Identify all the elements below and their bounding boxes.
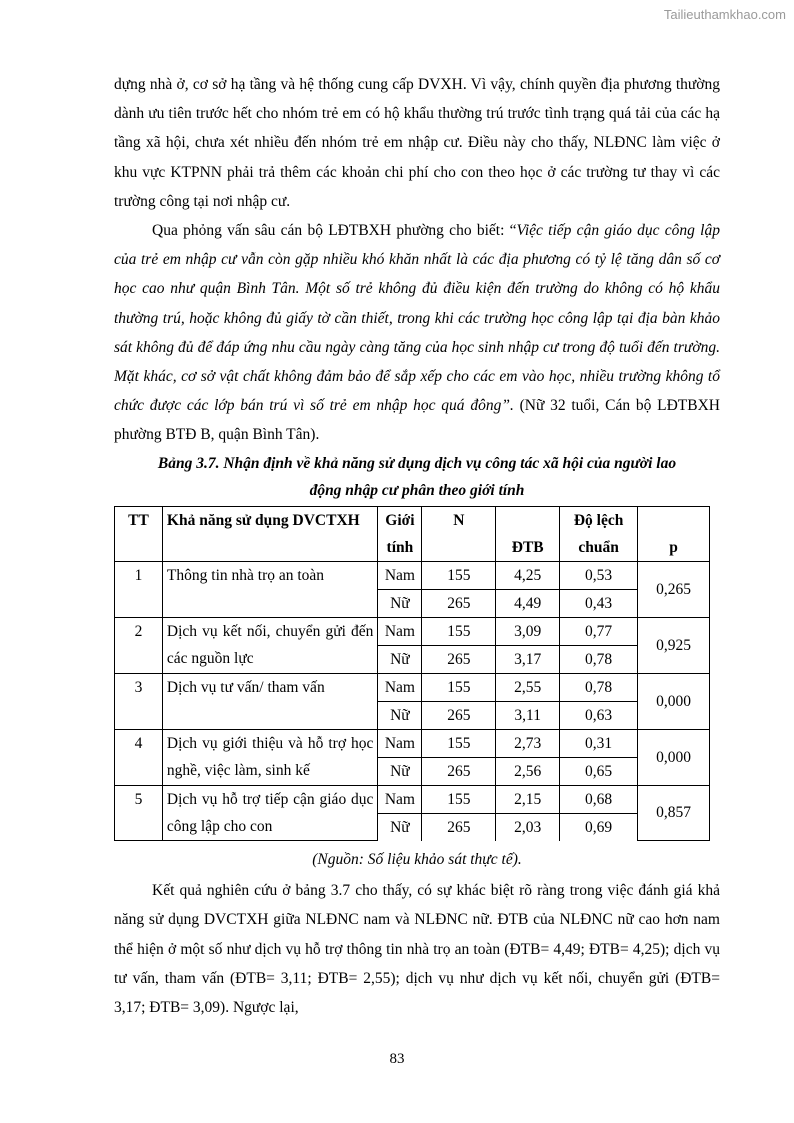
table-caption <box>114 450 720 504</box>
cell-gender: Nam <box>378 561 422 589</box>
table-caption-line-2: động nhập cư phân theo giới tính <box>309 481 525 499</box>
cell-mean: 2,03 <box>496 813 560 841</box>
header-tt: TT <box>115 506 163 561</box>
cell-sd: 0,63 <box>560 701 638 729</box>
cell-n: 265 <box>422 701 496 729</box>
header-gender-line-1: Giới <box>385 511 415 529</box>
table-row <box>115 785 710 813</box>
paragraph-3: Kết quả nghiên cứu ở bảng 3.7 cho thấy, có sự khác biệt rõ ràng trong việc đánh giá khả năng sử dụng DVCTXH giữa NLĐNC nam và NLĐNC nữ. ĐTB của NLĐNC nữ cao hơn nam thể hiện ở một số như dịch vụ hỗ trợ thông tin nhà trọ an toàn (ĐTB= 4,49; ĐTB= 4,25); dịch vụ tư vấn, tham vấn (ĐTB= 3,11; ĐTB= 2,55); dịch vụ như dịch vụ kết nối, chuyển gửi (ĐTB= 3,17; ĐTB= 3,09). Ngược lại, <box>114 882 720 1016</box>
paragraph-2-intro: Qua phỏng vấn sâu cán bộ LĐTBXH phường cho biết: “ <box>152 222 517 240</box>
cell-tt: 4 <box>115 729 163 785</box>
table-caption-line-1: Bảng 3.7. Nhận định về khả năng sử dụng dịch vụ công tác xã hội của người lao <box>157 454 677 472</box>
page-number: 83 <box>389 1051 405 1067</box>
cell-service: Dịch vụ kết nối, chuyển gửi đến các nguồn lực <box>162 617 378 673</box>
cell-gender: Nam <box>378 673 422 701</box>
cell-sd: 0,31 <box>560 729 638 757</box>
cell-mean: 4,25 <box>496 561 560 589</box>
header-gender <box>378 506 422 561</box>
cell-p: 0,857 <box>638 785 710 841</box>
cell-gender: Nữ <box>378 813 422 841</box>
cell-sd: 0,65 <box>560 757 638 785</box>
cell-tt: 2 <box>115 617 163 673</box>
cell-n: 265 <box>422 645 496 673</box>
cell-service: Dịch vụ hỗ trợ tiếp cận giáo dục công lập cho con <box>162 785 378 841</box>
cell-p: 0,925 <box>638 617 710 673</box>
cell-n: 155 <box>422 673 496 701</box>
cell-p: 0,000 <box>638 673 710 729</box>
cell-sd: 0,69 <box>560 813 638 841</box>
cell-tt: 3 <box>115 673 163 729</box>
cell-gender: Nữ <box>378 757 422 785</box>
cell-sd: 0,77 <box>560 617 638 645</box>
cell-sd: 0,78 <box>560 673 638 701</box>
table-row <box>115 673 710 701</box>
header-service: Khả năng sử dụng DVCTXH <box>162 506 378 561</box>
cell-mean: 3,09 <box>496 617 560 645</box>
page-content <box>114 70 720 1022</box>
cell-sd: 0,68 <box>560 785 638 813</box>
header-p: p <box>638 506 710 561</box>
cell-service: Dịch vụ giới thiệu và hỗ trợ học nghề, việc làm, sinh kế <box>162 729 378 785</box>
header-sd-line-1: Độ lệch <box>573 511 624 529</box>
cell-tt: 1 <box>115 561 163 617</box>
cell-n: 155 <box>422 729 496 757</box>
header-sd-line-2: chuẩn <box>578 538 619 556</box>
cell-gender: Nữ <box>378 645 422 673</box>
cell-service: Dịch vụ tư vấn/ tham vấn <box>162 673 378 729</box>
cell-gender: Nam <box>378 785 422 813</box>
cell-mean: 2,73 <box>496 729 560 757</box>
header-mean: ĐTB <box>496 506 560 561</box>
cell-n: 265 <box>422 589 496 617</box>
cell-n: 155 <box>422 785 496 813</box>
source-note: (Nguồn: Số liệu khảo sát thực tế). <box>312 851 522 869</box>
header-gender-line-2: tính <box>386 538 414 556</box>
cell-n: 155 <box>422 617 496 645</box>
cell-sd: 0,78 <box>560 645 638 673</box>
cell-n: 265 <box>422 757 496 785</box>
interview-source: (Nữ 32 tuổi, Cán bộ LĐTBXH phường BTĐ B, quận Bình Tân). <box>114 397 720 444</box>
cell-gender: Nữ <box>378 701 422 729</box>
cell-mean: 2,15 <box>496 785 560 813</box>
cell-gender: Nam <box>378 729 422 757</box>
cell-gender: Nam <box>378 617 422 645</box>
cell-mean: 3,11 <box>496 701 560 729</box>
table-row <box>115 561 710 589</box>
cell-p: 0,265 <box>638 561 710 617</box>
cell-mean: 4,49 <box>496 589 560 617</box>
header-sd <box>560 506 638 561</box>
table-header-row <box>115 506 710 561</box>
cell-sd: 0,53 <box>560 561 638 589</box>
data-table <box>114 506 710 842</box>
paragraph-2 <box>114 216 720 450</box>
header-n: N <box>422 506 496 561</box>
table-row <box>115 729 710 757</box>
cell-mean: 3,17 <box>496 645 560 673</box>
cell-gender: Nữ <box>378 589 422 617</box>
cell-mean: 2,55 <box>496 673 560 701</box>
watermark: Tailieuthamkhao.com <box>663 7 786 22</box>
cell-n: 265 <box>422 813 496 841</box>
cell-p: 0,000 <box>638 729 710 785</box>
cell-service: Thông tin nhà trọ an toàn <box>162 561 378 617</box>
table-row <box>115 617 710 645</box>
cell-tt: 5 <box>115 785 163 841</box>
cell-sd: 0,43 <box>560 589 638 617</box>
cell-n: 155 <box>422 561 496 589</box>
interview-quote: Việc tiếp cận giáo dục công lập của trẻ em nhập cư vẫn còn gặp nhiều khó khăn nhất là các địa phương có tỷ lệ tăng dân số cơ học cao như quận Bình Tân. Một số trẻ không đủ điều kiện đến trường do không có hộ khẩu thường trú, hoặc không đủ giấy tờ cần thiết, trong khi các trường học công lập tại địa bàn khảo sát không đủ để đáp ứng nhu cầu ngày càng tăng của học sinh nhập cư trong độ tuổi đến trường. Mặt khác, cơ sở vật chất không đảm bảo để sắp xếp cho các em vào học, nhiều trường không tổ chức được các lớp bán trú vì số trẻ em nhập học quá đông”. <box>114 222 720 415</box>
paragraph-1: dựng nhà ở, cơ sở hạ tầng và hệ thống cung cấp DVXH. Vì vậy, chính quyền địa phương thường dành ưu tiên trước hết cho nhóm trẻ em có hộ khẩu thường trú trước tình trạng quá tải của các hạ tầng xã hội, chưa xét nhiều đến nhóm trẻ em nhập cư. Điều này cho thấy, NLĐNC làm việc ở khu vực KTPNN phải trả thêm các khoản chi phí cho con theo học ở các trường tư thay vì các trường công tại nơi nhập cư. <box>114 76 720 210</box>
cell-mean: 2,56 <box>496 757 560 785</box>
